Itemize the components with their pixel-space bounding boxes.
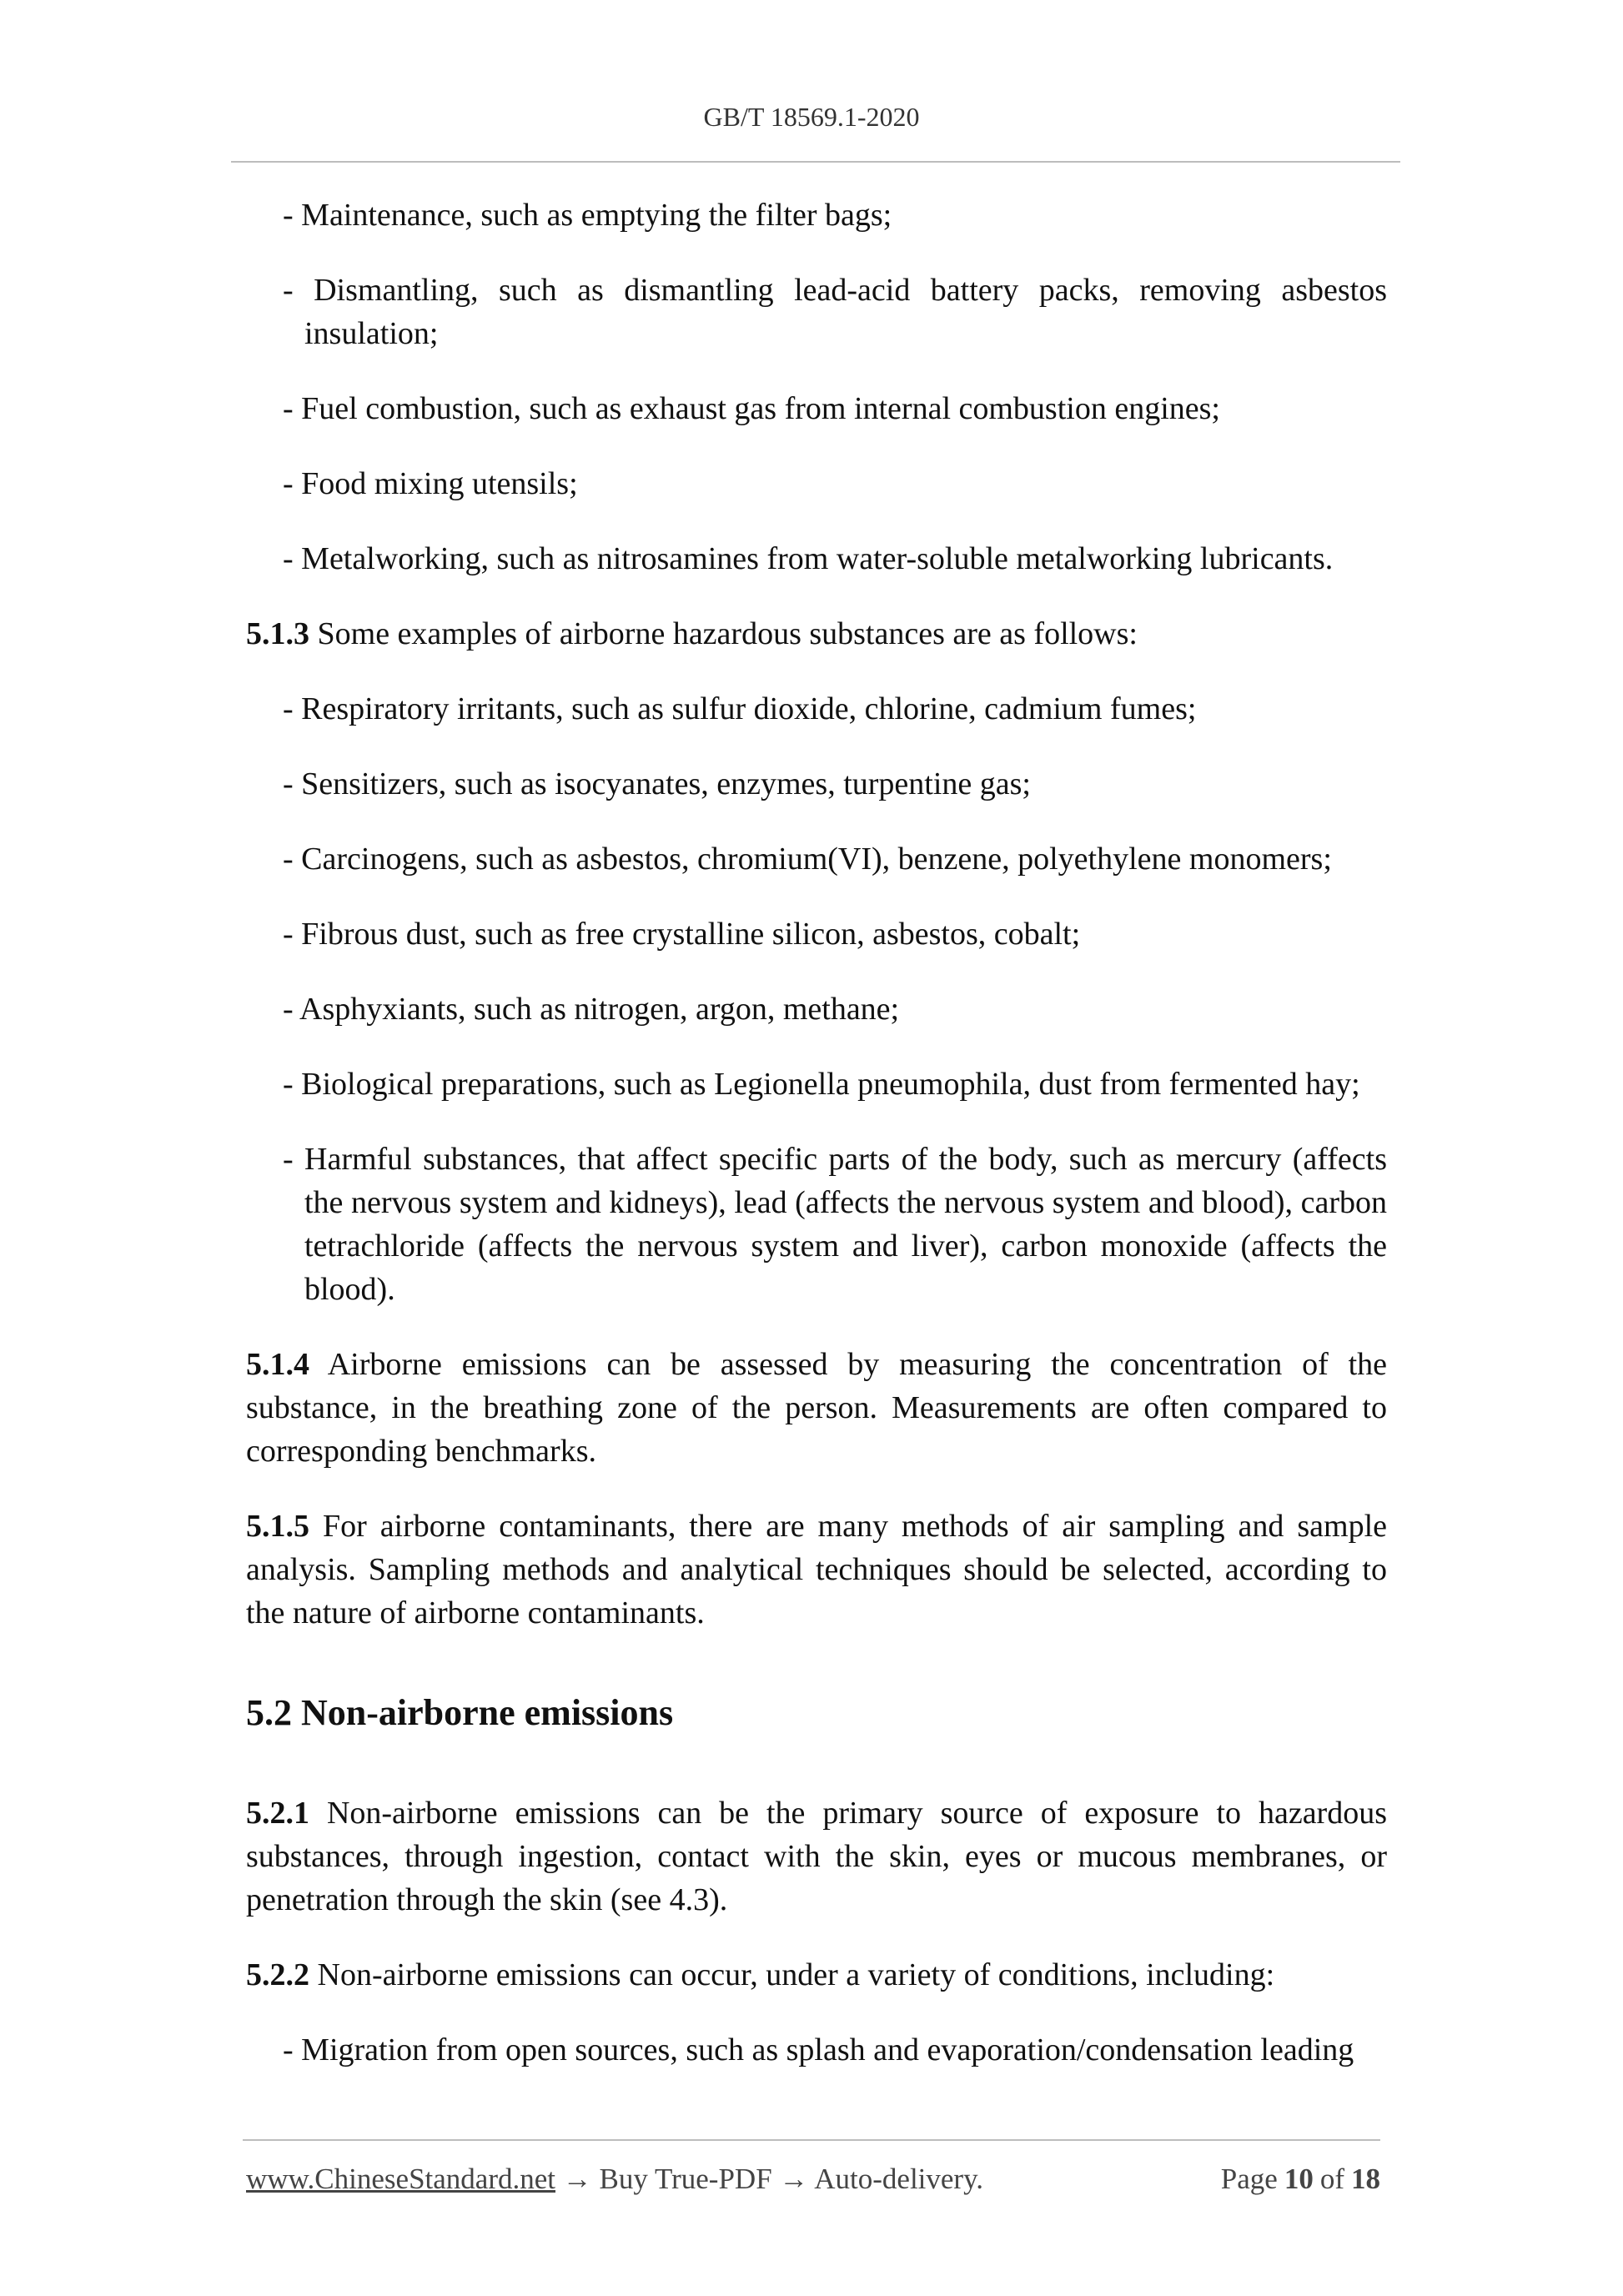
list-item: - Metalworking, such as nitrosamines from water-soluble metalworking lubricants. — [283, 541, 1334, 576]
clause-5-1-4 — [246, 1343, 1387, 1473]
clause-text: For airborne contaminants, there are many methods of air sampling and sample analysis. Sampling methods and analytical techniques should be selected, according to the nature of airborne contaminants. — [246, 1509, 1387, 1630]
page-number — [1221, 2163, 1380, 2196]
header-divider — [231, 161, 1400, 163]
page-footer — [246, 2163, 1380, 2204]
clause-text: Airborne emissions can be assessed by measuring the concentration of the substance, in the breathing zone of the person. Measurements are often compared to corresponding benchmarks. — [246, 1347, 1387, 1469]
list-item: - Sensitizers, such as isocyanates, enzymes, turpentine gas; — [283, 766, 1031, 801]
page-header: GB/T 18569.1-2020 — [703, 102, 920, 132]
list-item: - Respiratory irritants, such as sulfur dioxide, chlorine, cadmium fumes; — [283, 691, 1197, 726]
clause-5-1-3 — [246, 612, 1387, 656]
clause-5-2-2 — [246, 1953, 1387, 1997]
of-label: of — [1319, 2163, 1344, 2195]
list-item: - Maintenance, such as emptying the filter bags; — [283, 198, 892, 233]
clause-number: 5.1.4 — [246, 1347, 309, 1382]
footer-divider — [243, 2139, 1380, 2141]
buy-pdf-text: Buy True-PDF — [599, 2163, 772, 2195]
list-item: - Fibrous dust, such as free crystalline silicon, asbestos, cobalt; — [283, 917, 1081, 952]
arrow-right-icon: → — [779, 2163, 809, 2195]
website-link[interactable]: www.ChineseStandard.net — [246, 2163, 555, 2195]
current-page: 10 — [1284, 2163, 1314, 2195]
list-item: - Fuel combustion, such as exhaust gas from internal combustion engines; — [283, 391, 1220, 426]
section-heading: 5.2 Non-airborne emissions — [246, 1692, 674, 1733]
total-pages: 18 — [1351, 2163, 1380, 2195]
document-body — [246, 193, 1387, 2103]
clause-5-2-1 — [246, 1791, 1387, 1922]
arrow-right-icon: → — [562, 2163, 592, 2195]
clause-text: Some examples of airborne hazardous substances are as follows: — [309, 616, 1138, 651]
list-item: - Asphyxiants, such as nitrogen, argon, methane; — [283, 992, 900, 1027]
list-item: - Food mixing utensils; — [283, 466, 578, 501]
list-item: - Carcinogens, such as asbestos, chromium(VI), benzene, polyethylene monomers; — [283, 842, 1332, 877]
clause-number: 5.1.5 — [246, 1509, 309, 1544]
clause-number: 5.1.3 — [246, 616, 309, 651]
list-item: - Biological preparations, such as Legionella pneumophila, dust from fermented hay; — [283, 1067, 1360, 1102]
clause-text: Non-airborne emissions can occur, under a variety of conditions, including: — [309, 1957, 1275, 1992]
clause-number: 5.2.1 — [246, 1796, 309, 1831]
clause-5-1-5 — [246, 1505, 1387, 1635]
list-item: - Dismantling, such as dismantling lead-acid battery packs, removing asbestos insulation; — [283, 273, 1387, 351]
list-item: - Harmful substances, that affect specific parts of the body, such as mercury (affects the nervous system and kidneys), lead (affects the nervous system and blood), carbon tetrachloride (affects the nervous system and liver), carbon monoxide (affects the blood). — [283, 1142, 1387, 1307]
clause-number: 5.2.2 — [246, 1957, 309, 1992]
auto-delivery-text: Auto-delivery. — [814, 2163, 984, 2195]
clause-text: Non-airborne emissions can be the primary source of exposure to hazardous substances, through ingestion, contact with the skin, eyes or mucous membranes, or penetration through the skin (see 4.3). — [246, 1796, 1387, 1917]
footer-promo — [246, 2163, 983, 2196]
list-item: - Migration from open sources, such as splash and evaporation/condensation leading — [283, 2032, 1354, 2067]
page-label: Page — [1220, 2163, 1278, 2195]
